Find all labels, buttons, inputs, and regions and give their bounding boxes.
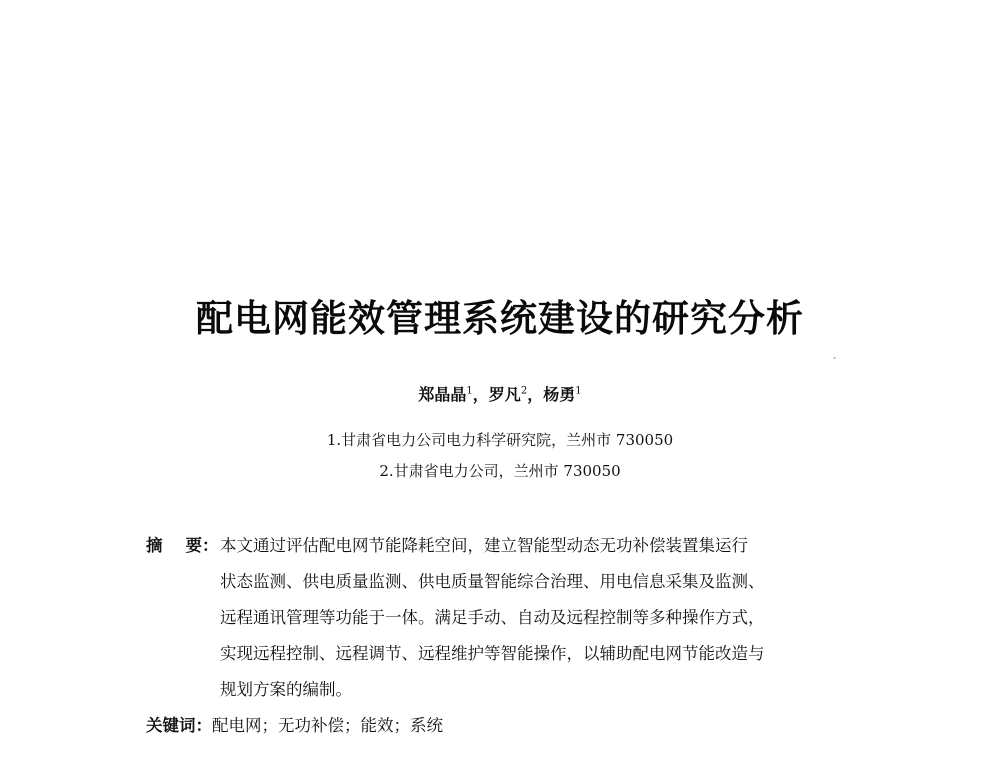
- abstract-body: [220, 528, 854, 708]
- affiliation-2: 2.甘肃省电力公司，兰州市 730050: [379, 462, 621, 480]
- abstract-line: 状态监测、供电质量监测、供电质量智能综合治理、用电信息采集及监测、: [220, 572, 765, 591]
- abstract-line: 远程通讯管理等功能于一体。满足手动、自动及远程控制等多种操作方式，: [220, 608, 765, 627]
- affiliation-1: 1.甘肃省电力公司电力科学研究院，兰州市 730050: [326, 431, 674, 449]
- abstract-line: 实现远程控制、远程调节、远程维护等智能操作，以辅助配电网节能改造与: [220, 644, 765, 663]
- author-affiliation-mark: 1: [466, 385, 473, 397]
- author-list: [0, 382, 1000, 405]
- author-name: 郑晶晶: [418, 385, 467, 404]
- abstract-line: 本文通过评估配电网节能降耗空间，建立智能型动态无功补偿装置集运行: [220, 536, 748, 555]
- abstract-line: 规划方案的编制。: [220, 680, 352, 699]
- author-affiliation-mark: 1: [575, 385, 582, 397]
- author-separator: ，: [472, 385, 489, 404]
- author-name: 罗凡: [488, 385, 521, 404]
- keywords-section: [146, 712, 443, 736]
- scan-artifact: [833, 357, 836, 359]
- author-affiliation-mark: 2: [520, 385, 528, 397]
- keywords-text: 配电网；无功补偿；能效；系统: [212, 716, 443, 735]
- paper-title: 配电网能效管理系统建设的研究分析: [196, 297, 804, 340]
- author-name: 杨勇: [543, 385, 576, 404]
- abstract-label: 摘 要：: [146, 536, 219, 555]
- keywords-label: 关键词：: [146, 716, 212, 735]
- author-separator: ，: [527, 385, 544, 404]
